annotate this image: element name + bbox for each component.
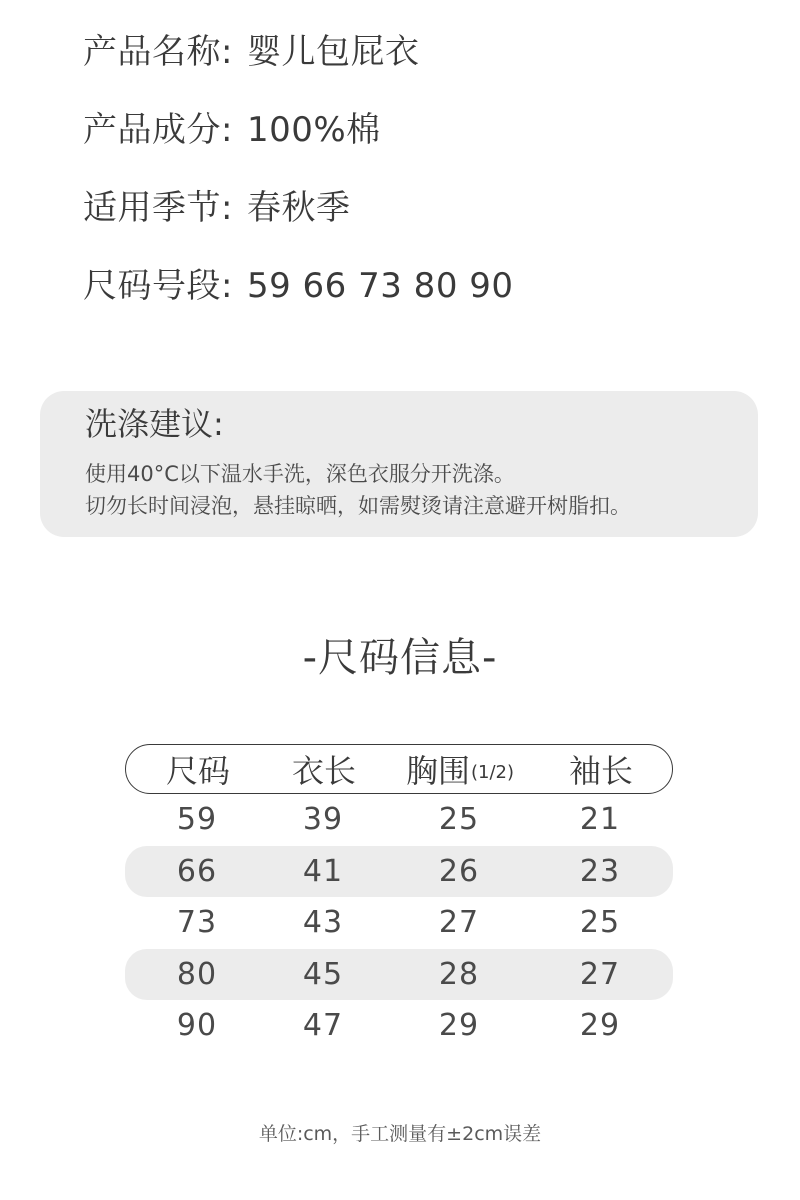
separator: : xyxy=(221,110,233,150)
cell-length: 47 xyxy=(302,1008,344,1044)
product-material-line xyxy=(83,108,381,152)
product-season-value: 春秋季 xyxy=(246,188,351,228)
header-chest xyxy=(396,745,524,793)
size-table xyxy=(125,744,673,1052)
product-season-label: 适用季节 xyxy=(83,188,221,228)
header-sleeve-label: 袖长 xyxy=(568,752,633,790)
product-material-value: 100%棉 xyxy=(246,110,381,150)
table-row xyxy=(125,1000,673,1052)
cell-length: 41 xyxy=(302,853,344,889)
size-table-header xyxy=(125,744,673,794)
cell-sleeve: 23 xyxy=(579,853,621,889)
product-name-label: 产品名称 xyxy=(83,32,221,72)
header-length-label: 衣长 xyxy=(291,752,356,790)
product-name-value: 婴儿包屁衣 xyxy=(246,32,420,72)
cell-sleeve: 25 xyxy=(579,905,621,941)
cell-size: 59 xyxy=(176,802,218,838)
cell-chest: 28 xyxy=(438,956,480,992)
cell-length: 45 xyxy=(302,956,344,992)
product-sizes-value: 59 66 73 80 90 xyxy=(246,266,514,306)
size-section-title: -尺码信息- xyxy=(302,635,498,681)
cell-chest: 29 xyxy=(438,1008,480,1044)
product-sizes-line xyxy=(83,264,514,308)
cell-chest: 26 xyxy=(438,853,480,889)
header-sleeve xyxy=(538,745,664,793)
separator: : xyxy=(221,188,233,228)
cell-length: 43 xyxy=(302,905,344,941)
cell-chest: 27 xyxy=(438,905,480,941)
header-chest-label: 胸围 xyxy=(405,752,470,790)
product-season-line xyxy=(83,186,350,230)
wash-instructions-card xyxy=(40,391,758,537)
header-size xyxy=(138,745,258,793)
product-material-label: 产品成分 xyxy=(83,110,221,150)
cell-chest: 25 xyxy=(438,802,480,838)
product-sizes-label: 尺码号段 xyxy=(83,266,221,306)
wash-title: 洗涤建议: xyxy=(85,405,224,443)
cell-size: 66 xyxy=(176,853,218,889)
separator: : xyxy=(221,32,233,72)
cell-sleeve: 27 xyxy=(579,956,621,992)
measurement-note: 单位:cm，手工测量有±2cm误差 xyxy=(258,1123,542,1145)
header-size-label: 尺码 xyxy=(165,752,230,790)
cell-length: 39 xyxy=(302,802,344,838)
cell-size: 90 xyxy=(176,1008,218,1044)
wash-instruction-line-2: 切勿长时间浸泡，悬挂晾晒，如需熨烫请注意避开树脂扣。 xyxy=(85,494,631,518)
table-row xyxy=(125,897,673,949)
cell-size: 73 xyxy=(176,905,218,941)
separator: : xyxy=(221,266,233,306)
table-row xyxy=(125,949,673,1001)
header-length xyxy=(264,745,384,793)
wash-instruction-line-1: 使用40°C以下温水手洗，深色衣服分开洗涤。 xyxy=(85,462,515,486)
table-row xyxy=(125,846,673,898)
cell-sleeve: 21 xyxy=(579,802,621,838)
cell-size: 80 xyxy=(176,956,218,992)
header-chest-note: (1/2) xyxy=(471,761,515,783)
table-row xyxy=(125,794,673,846)
product-name-line xyxy=(83,30,419,74)
cell-sleeve: 29 xyxy=(579,1008,621,1044)
